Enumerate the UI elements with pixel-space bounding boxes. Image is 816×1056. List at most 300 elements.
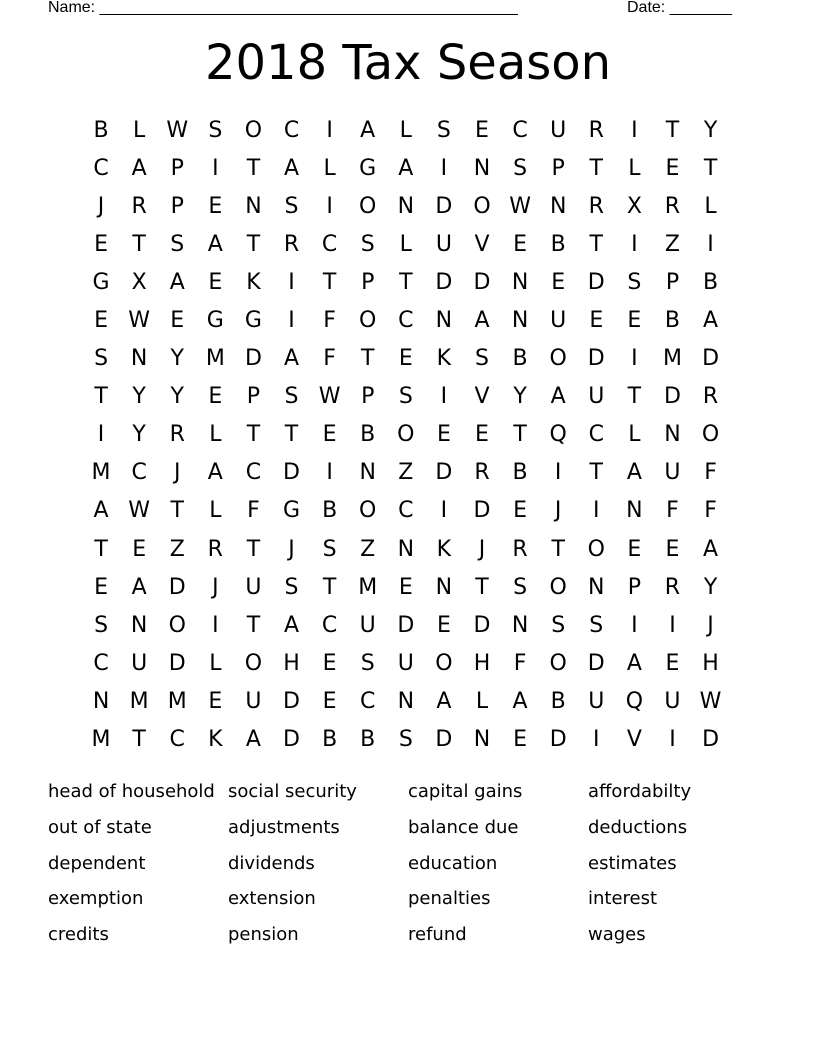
grid-letter: O bbox=[168, 612, 186, 638]
grid-letter: G bbox=[359, 155, 377, 181]
page-title: 2018 Tax Season bbox=[204, 35, 612, 91]
grid-letter: E bbox=[551, 269, 566, 295]
grid-letter: E bbox=[436, 422, 451, 448]
grid-letter: I bbox=[288, 269, 295, 295]
grid-letter: A bbox=[207, 231, 223, 257]
grid-letter: N bbox=[588, 574, 605, 600]
grid-letter: D bbox=[587, 346, 605, 372]
grid-letter: E bbox=[665, 650, 680, 676]
grid-letter: L bbox=[323, 155, 336, 181]
grid-letter: A bbox=[512, 688, 528, 714]
grid-letter: D bbox=[587, 650, 605, 676]
grid-letter: C bbox=[360, 688, 376, 714]
grid-letter: U bbox=[664, 460, 681, 486]
grid-letter: T bbox=[627, 384, 642, 410]
grid-letter: Y bbox=[513, 384, 527, 410]
grid-letter: L bbox=[628, 155, 641, 181]
grid-letter: E bbox=[208, 193, 223, 219]
grid-letter: D bbox=[435, 193, 453, 219]
grid-letter: R bbox=[169, 422, 185, 448]
grid-letter: E bbox=[665, 155, 680, 181]
grid-letter: N bbox=[435, 308, 453, 334]
grid-letter: N bbox=[549, 193, 567, 219]
grid-letter: G bbox=[282, 498, 301, 524]
grid-letter: D bbox=[587, 269, 605, 295]
grid-letter: E bbox=[513, 727, 528, 753]
grid-letter: R bbox=[702, 384, 719, 410]
grid-letter: S bbox=[170, 231, 185, 257]
grid-letter: E bbox=[475, 422, 489, 448]
grid-letter: A bbox=[626, 650, 642, 676]
grid-letter: E bbox=[94, 231, 108, 257]
grid-letter: E bbox=[132, 536, 147, 562]
word-list-item: pension bbox=[228, 924, 299, 946]
grid-letter: C bbox=[398, 308, 414, 334]
grid-letter: T bbox=[170, 498, 184, 524]
grid-letter: U bbox=[550, 117, 567, 143]
word-list-item: penalties bbox=[408, 888, 491, 910]
grid-letter: N bbox=[397, 193, 415, 219]
grid-letter: Z bbox=[169, 536, 185, 562]
grid-letter: P bbox=[170, 193, 184, 219]
grid-letter: C bbox=[398, 498, 414, 524]
grid-letter: N bbox=[473, 155, 491, 181]
grid-letter: O bbox=[549, 346, 567, 372]
grid-letter: A bbox=[703, 308, 719, 334]
grid-letter: O bbox=[549, 574, 567, 600]
word-list-item: refund bbox=[408, 924, 467, 946]
grid-letter: C bbox=[93, 155, 109, 181]
grid-letter: O bbox=[549, 650, 567, 676]
grid-letter: U bbox=[435, 231, 452, 257]
grid-letter: S bbox=[94, 346, 109, 372]
grid-letter: N bbox=[359, 460, 376, 486]
grid-letter: T bbox=[589, 460, 603, 486]
grid-letter: R bbox=[474, 460, 490, 486]
grid-letter: S bbox=[284, 384, 299, 410]
grid-letter: T bbox=[589, 155, 603, 181]
word-list-item: capital gains bbox=[408, 781, 523, 802]
grid-letter: P bbox=[170, 155, 184, 181]
grid-letter: W bbox=[128, 308, 151, 334]
grid-letter: B bbox=[360, 422, 376, 448]
grid-letter: T bbox=[246, 422, 261, 448]
grid-letter: E bbox=[94, 574, 108, 600]
grid-letter: F bbox=[704, 460, 717, 486]
grid-letter: S bbox=[513, 574, 528, 600]
grid-letter: S bbox=[284, 193, 299, 219]
grid-letter: A bbox=[283, 155, 300, 181]
grid-letter: S bbox=[551, 612, 566, 638]
word-list-item: dividends bbox=[228, 852, 315, 874]
grid-letter: J bbox=[554, 498, 562, 524]
grid-letter: I bbox=[212, 155, 219, 181]
grid-letter: T bbox=[132, 727, 146, 753]
grid-letter: M bbox=[91, 727, 111, 753]
grid-letter: E bbox=[475, 117, 489, 143]
grid-letter: I bbox=[97, 422, 105, 448]
grid-letter: B bbox=[703, 269, 719, 295]
grid-letter: E bbox=[436, 612, 451, 638]
grid-letter: N bbox=[397, 688, 415, 714]
word-list-item: affordabilty bbox=[588, 781, 692, 802]
grid-letter: P bbox=[246, 384, 261, 410]
grid-letter: E bbox=[398, 574, 413, 600]
grid-letter: D bbox=[435, 727, 453, 753]
grid-letter: D bbox=[663, 384, 681, 410]
grid-letter: I bbox=[326, 117, 333, 143]
word-list bbox=[48, 778, 768, 957]
grid-letter: I bbox=[669, 727, 676, 753]
word-list-item: education bbox=[408, 852, 498, 874]
grid-letter: O bbox=[397, 422, 415, 448]
grid-letter: B bbox=[322, 498, 338, 524]
grid-letter: C bbox=[321, 612, 338, 638]
grid-letter: E bbox=[170, 308, 185, 334]
grid-letter: I bbox=[440, 384, 448, 410]
grid-letter: S bbox=[284, 574, 299, 600]
grid-letter: U bbox=[588, 384, 605, 410]
grid-letter: C bbox=[512, 117, 528, 143]
grid-letter: O bbox=[435, 650, 453, 676]
grid-letter: N bbox=[435, 574, 453, 600]
grid-letter: L bbox=[704, 193, 717, 219]
grid-letter: Y bbox=[170, 346, 184, 372]
grid-letter: O bbox=[587, 536, 605, 562]
grid-letter: M bbox=[662, 346, 682, 372]
grid-letter: T bbox=[399, 269, 413, 295]
grid-letter: E bbox=[208, 688, 223, 714]
grid-letter: W bbox=[166, 117, 189, 143]
word-list-item: social security bbox=[228, 781, 357, 802]
grid-letter: T bbox=[703, 155, 718, 181]
grid-letter: A bbox=[93, 498, 109, 524]
grid-letter: F bbox=[666, 498, 679, 524]
grid-letter: I bbox=[593, 727, 600, 753]
grid-letter: I bbox=[631, 231, 638, 257]
grid-letter: U bbox=[245, 574, 262, 600]
grid-letter: T bbox=[322, 269, 337, 295]
name-field: Name: _______________________________________________ bbox=[48, 0, 518, 16]
word-list-item: exemption bbox=[48, 888, 144, 910]
grid-letter: X bbox=[131, 269, 147, 295]
grid-letter: K bbox=[208, 727, 223, 753]
grid-letter: D bbox=[549, 727, 567, 753]
word-list-item: deductions bbox=[588, 816, 688, 838]
grid-letter: S bbox=[398, 384, 413, 410]
grid-letter: V bbox=[474, 384, 490, 410]
grid-letter: I bbox=[631, 346, 638, 372]
grid-letter: G bbox=[244, 308, 262, 334]
grid-letter: A bbox=[283, 612, 300, 638]
grid-letter: T bbox=[589, 231, 603, 257]
grid-letter: K bbox=[436, 536, 452, 562]
grid-letter: R bbox=[588, 193, 604, 219]
grid-letter: I bbox=[212, 612, 219, 638]
grid-letter: E bbox=[322, 422, 337, 448]
grid-letter: S bbox=[360, 650, 375, 676]
grid-letter: N bbox=[473, 727, 491, 753]
grid-letter: B bbox=[512, 460, 528, 486]
grid-letter: C bbox=[93, 650, 109, 676]
word-search-grid bbox=[82, 111, 730, 759]
grid-letter: D bbox=[244, 346, 262, 372]
grid-letter: A bbox=[360, 117, 376, 143]
grid-letter: N bbox=[664, 422, 681, 448]
grid-letter: B bbox=[550, 688, 566, 714]
grid-letter: R bbox=[664, 193, 681, 219]
grid-letter: I bbox=[440, 155, 448, 181]
grid-letter: O bbox=[473, 193, 491, 219]
grid-letter: V bbox=[474, 231, 490, 257]
grid-letter: A bbox=[626, 460, 642, 486]
grid-letter: F bbox=[704, 498, 717, 524]
grid-letter: D bbox=[283, 727, 300, 753]
grid-letter: S bbox=[436, 117, 451, 143]
grid-letter: T bbox=[246, 612, 261, 638]
grid-letter: E bbox=[208, 384, 223, 410]
grid-letter: H bbox=[473, 650, 491, 676]
grid-letter: B bbox=[322, 727, 338, 753]
grid-letter: N bbox=[92, 688, 110, 714]
grid-letter: U bbox=[359, 612, 376, 638]
grid-letter: D bbox=[702, 346, 720, 372]
grid-letter: M bbox=[205, 346, 225, 372]
grid-letter: D bbox=[435, 269, 453, 295]
grid-letter: D bbox=[702, 727, 720, 753]
grid-letter: Y bbox=[170, 384, 184, 410]
grid-letter: O bbox=[359, 308, 377, 334]
grid-letter: S bbox=[398, 727, 413, 753]
grid-letter: V bbox=[626, 727, 642, 753]
grid-letter: S bbox=[475, 346, 489, 372]
grid-letter: A bbox=[245, 727, 261, 753]
grid-letter: S bbox=[322, 536, 337, 562]
grid-letter: Y bbox=[132, 422, 146, 448]
grid-letter: R bbox=[664, 574, 681, 600]
grid-letter: J bbox=[173, 460, 181, 486]
grid-letter: E bbox=[94, 308, 108, 334]
grid-letter: K bbox=[436, 346, 452, 372]
grid-letter: U bbox=[131, 650, 148, 676]
grid-letter: S bbox=[94, 612, 109, 638]
grid-letter: U bbox=[245, 688, 262, 714]
grid-letter: T bbox=[475, 574, 489, 600]
grid-letter: S bbox=[360, 231, 375, 257]
grid-letter: L bbox=[209, 498, 222, 524]
grid-letter: R bbox=[283, 231, 300, 257]
grid-letter: E bbox=[513, 231, 528, 257]
grid-letter: T bbox=[132, 231, 146, 257]
grid-letter: E bbox=[322, 650, 337, 676]
grid-letter: I bbox=[326, 460, 333, 486]
grid-letter: T bbox=[284, 422, 299, 448]
grid-letter: C bbox=[245, 460, 262, 486]
grid-letter: I bbox=[707, 231, 714, 257]
grid-letter: Q bbox=[549, 422, 567, 448]
grid-letter: J bbox=[707, 612, 714, 638]
grid-letter: U bbox=[550, 308, 567, 334]
grid-letter: D bbox=[168, 650, 186, 676]
grid-letter: L bbox=[628, 422, 641, 448]
word-list-item: extension bbox=[228, 888, 316, 910]
grid-letter: O bbox=[359, 498, 377, 524]
grid-letter: T bbox=[513, 422, 527, 448]
date-field: Date: _______ bbox=[627, 0, 732, 16]
grid-letter: I bbox=[593, 498, 600, 524]
grid-letter: S bbox=[208, 117, 223, 143]
grid-letter: T bbox=[246, 155, 261, 181]
grid-letter: H bbox=[283, 650, 300, 676]
grid-letter: F bbox=[323, 346, 336, 372]
grid-letter: O bbox=[701, 422, 720, 448]
word-list-item: out of state bbox=[48, 816, 152, 838]
grid-letter: Z bbox=[664, 231, 680, 257]
grid-letter: R bbox=[588, 117, 604, 143]
grid-letter: A bbox=[703, 536, 719, 562]
grid-letter: T bbox=[246, 536, 261, 562]
grid-letter: E bbox=[665, 536, 680, 562]
grid-letter: T bbox=[551, 536, 565, 562]
grid-letter: I bbox=[554, 460, 562, 486]
grid-letter: D bbox=[283, 688, 300, 714]
grid-letter: A bbox=[169, 269, 185, 295]
grid-letter: N bbox=[511, 269, 529, 295]
grid-letter: O bbox=[244, 650, 263, 676]
grid-letter: A bbox=[131, 574, 147, 600]
grid-letter: L bbox=[209, 422, 222, 448]
grid-letter: N bbox=[511, 612, 529, 638]
grid-letter: L bbox=[399, 231, 412, 257]
grid-letter: W bbox=[509, 193, 531, 219]
grid-letter: C bbox=[131, 460, 147, 486]
grid-letter: E bbox=[627, 536, 642, 562]
grid-letter: I bbox=[440, 498, 448, 524]
grid-letter: Z bbox=[360, 536, 376, 562]
grid-letter: N bbox=[397, 536, 415, 562]
grid-letter: N bbox=[130, 612, 148, 638]
word-list-item: balance due bbox=[408, 816, 519, 838]
grid-letter: B bbox=[93, 117, 109, 143]
grid-letter: P bbox=[551, 155, 565, 181]
grid-letter: M bbox=[129, 688, 149, 714]
word-list-item: dependent bbox=[48, 852, 146, 874]
grid-letter: A bbox=[131, 155, 147, 181]
grid-letter: U bbox=[397, 650, 414, 676]
word-list-item: estimates bbox=[588, 852, 677, 874]
grid-letter: Z bbox=[398, 460, 414, 486]
grid-letter: I bbox=[326, 193, 333, 219]
word-list-item: credits bbox=[48, 924, 109, 946]
grid-letter: D bbox=[473, 498, 491, 524]
grid-letter: F bbox=[323, 308, 336, 334]
grid-letter: O bbox=[359, 193, 377, 219]
grid-letter: E bbox=[398, 346, 413, 372]
grid-letter: T bbox=[322, 574, 337, 600]
grid-letter: W bbox=[318, 384, 341, 410]
grid-letter: Y bbox=[703, 117, 718, 143]
grid-letter: E bbox=[322, 688, 337, 714]
grid-letter: R bbox=[131, 193, 147, 219]
grid-letter: E bbox=[627, 308, 642, 334]
grid-letter: D bbox=[283, 460, 300, 486]
grid-letter: E bbox=[208, 269, 223, 295]
grid-letter: O bbox=[244, 117, 263, 143]
word-list-item: head of household bbox=[48, 781, 215, 802]
grid-letter: E bbox=[513, 498, 528, 524]
grid-letter: A bbox=[474, 308, 490, 334]
grid-letter: W bbox=[128, 498, 151, 524]
grid-letter: P bbox=[627, 574, 641, 600]
grid-letter: C bbox=[169, 727, 185, 753]
grid-letter: T bbox=[94, 536, 108, 562]
grid-letter: I bbox=[669, 612, 676, 638]
grid-letter: M bbox=[167, 688, 187, 714]
grid-letter: T bbox=[94, 384, 108, 410]
grid-letter: B bbox=[664, 308, 680, 334]
grid-letter: B bbox=[550, 231, 566, 257]
grid-letter: P bbox=[361, 384, 375, 410]
grid-letter: A bbox=[207, 460, 223, 486]
grid-letter: R bbox=[207, 536, 223, 562]
grid-letter: R bbox=[512, 536, 528, 562]
grid-letter: I bbox=[288, 308, 295, 334]
grid-letter: C bbox=[283, 117, 300, 143]
grid-letter: N bbox=[245, 193, 262, 219]
grid-letter: B bbox=[360, 727, 376, 753]
grid-letter: U bbox=[588, 688, 605, 714]
word-list-item: adjustments bbox=[228, 816, 340, 838]
grid-letter: C bbox=[321, 231, 338, 257]
grid-letter: S bbox=[627, 269, 642, 295]
grid-letter: M bbox=[91, 460, 111, 486]
grid-letter: T bbox=[360, 346, 375, 372]
grid-letter: F bbox=[247, 498, 260, 524]
grid-letter: L bbox=[209, 650, 222, 676]
grid-letter: D bbox=[473, 612, 491, 638]
grid-letter: J bbox=[97, 193, 105, 219]
grid-letter: Y bbox=[703, 574, 718, 600]
grid-letter: C bbox=[588, 422, 604, 448]
grid-letter: A bbox=[436, 688, 452, 714]
grid-letter: A bbox=[398, 155, 414, 181]
grid-letter: I bbox=[631, 612, 638, 638]
grid-letter: T bbox=[246, 231, 261, 257]
grid-letter: H bbox=[702, 650, 719, 676]
grid-letter: T bbox=[665, 117, 680, 143]
grid-letter: J bbox=[288, 536, 295, 562]
grid-letter: X bbox=[626, 193, 642, 219]
grid-letter: S bbox=[589, 612, 604, 638]
grid-letter: P bbox=[665, 269, 680, 295]
grid-letter: L bbox=[475, 688, 489, 714]
grid-letter: I bbox=[631, 117, 638, 143]
grid-letter: J bbox=[212, 574, 219, 600]
grid-letter: N bbox=[626, 498, 643, 524]
grid-letter: A bbox=[283, 346, 300, 372]
grid-letter: U bbox=[664, 688, 681, 714]
grid-letter: L bbox=[399, 117, 412, 143]
word-list-item: interest bbox=[588, 888, 658, 910]
grid-letter: Y bbox=[132, 384, 146, 410]
grid-letter: E bbox=[589, 308, 604, 334]
word-list-item: wages bbox=[588, 924, 646, 946]
grid-letter: G bbox=[92, 269, 110, 295]
grid-letter: N bbox=[130, 346, 148, 372]
grid-letter: A bbox=[550, 384, 566, 410]
grid-letter: K bbox=[246, 269, 261, 295]
grid-letter: D bbox=[435, 460, 453, 486]
